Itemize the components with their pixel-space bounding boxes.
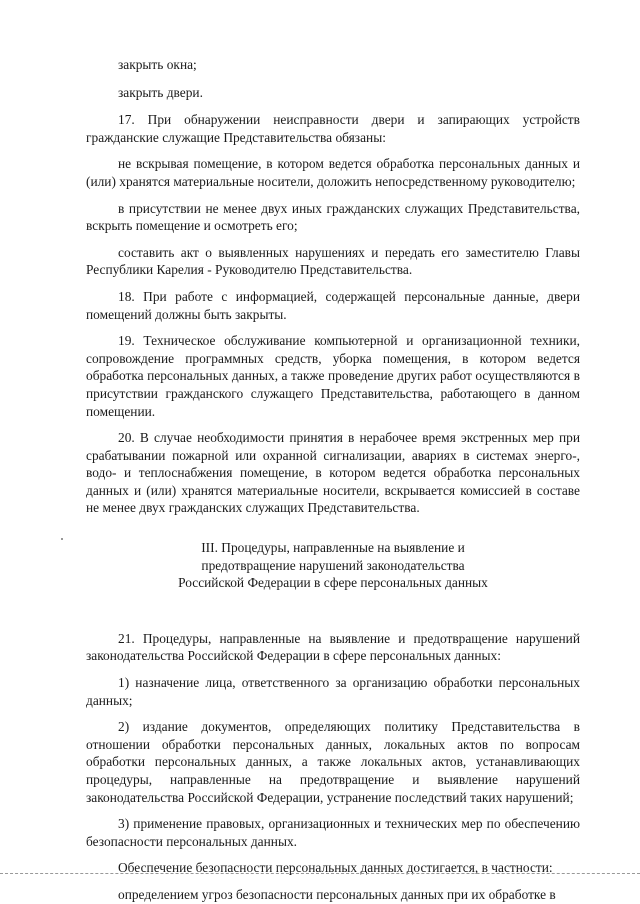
paragraph-clause-19: 19. Техническое обслуживание компьютерной и организационной техники, сопровождение программных средств, уборка помещения, в котором ведется обработка персональных данных, а также проведение других работ осуществляются в присутствии гражданского служащего Представительства, работающего в данном помещении. bbox=[86, 333, 580, 419]
section-heading-line: III. Процедуры, направленные на выявление и bbox=[201, 540, 465, 556]
paragraph-clause-20: 20. В случае необходимости принятия в нерабочее время экстренных мер при срабатывании пожарной или охранной сигнализации, авариях в системах энерго-, водо- и теплоснабжения помещение, в котором ведется обработка персональных данных и (или) хранятся материальные носители, вскрывается комиссией в составе не менее двух гражданских служащих Представительства. bbox=[86, 430, 580, 516]
paragraph-clause-17: 17. При обнаружении неисправности двери и запирающих устройств гражданские служащие Представительства обязаны: bbox=[86, 112, 580, 145]
paragraph: закрыть окна; bbox=[118, 57, 197, 72]
paragraph-clause-21: 21. Процедуры, направленные на выявление и предотвращение нарушений законодательства Российской Федерации в сфере персональных данных: bbox=[86, 630, 580, 664]
paragraph: не вскрывая помещение, в котором ведется обработка персональных данных и (или) хранятся материальные носители, доложить непосредственному руководителю; bbox=[86, 156, 580, 189]
paragraph: определением угроз безопасности персональных данных при их обработке в bbox=[118, 886, 556, 902]
section-heading bbox=[86, 539, 580, 592]
paragraph-clause-18: 18. При работе с информацией, содержащей персональные данные, двери помещений должны быть закрыты. bbox=[86, 288, 580, 322]
paragraph: 3) применение правовых, организационных и технических мер по обеспечению безопасности персональных данных. bbox=[86, 816, 580, 849]
paragraph: 1) назначение лица, ответственного за организацию обработки персональных данных; bbox=[86, 675, 580, 708]
paragraph: составить акт о выявленных нарушениях и передать его заместителю Главы Республики Карелия - Руководителю Представительства. bbox=[86, 244, 580, 278]
scan-edge-line bbox=[0, 873, 640, 874]
section-heading-line: предотвращение нарушений законодательства bbox=[201, 557, 465, 573]
scan-speck bbox=[61, 538, 63, 540]
paragraph: в присутствии не менее двух иных гражданских служащих Представительства, вскрыть помещение и осмотреть его; bbox=[86, 200, 580, 234]
section-heading-line: Российской Федерации в сфере персональных данных bbox=[178, 575, 488, 591]
paragraph: Обеспечение безопасности персональных данных достигается, в частности: bbox=[118, 860, 553, 876]
paragraph: закрыть двери. bbox=[118, 84, 203, 100]
paragraph: 2) издание документов, определяющих политику Представительства в отношении обработки персональных данных, локальных актов по вопросам обработки персональных данных, а также локальных актов, устанавливающих процедуры, направленные на предотвращение и выявление нарушений законодательства Российской Федерации, устранение последствий таких нарушений; bbox=[86, 719, 580, 805]
